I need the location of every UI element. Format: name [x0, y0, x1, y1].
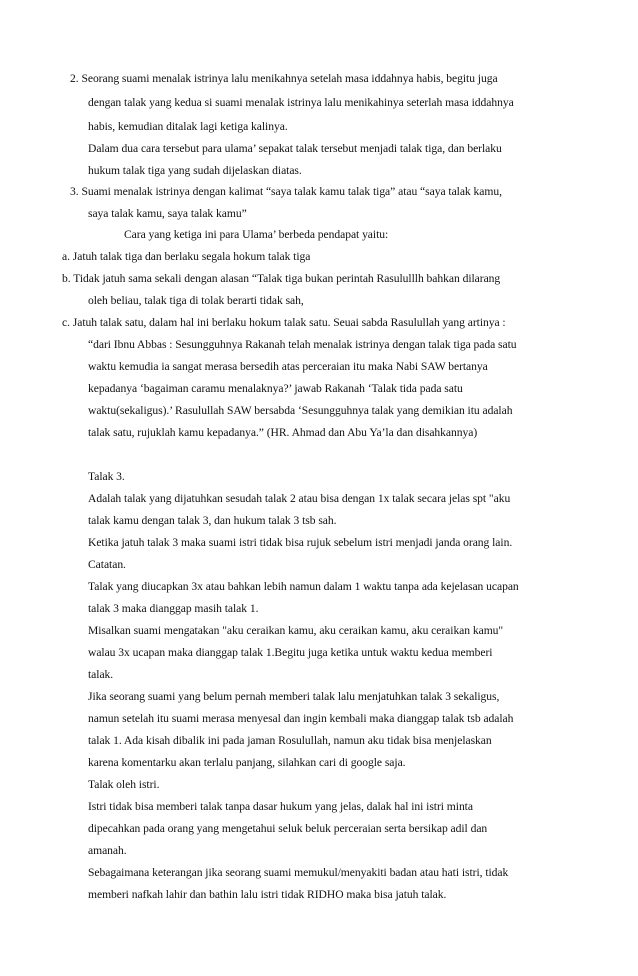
text-line: Cara yang ketiga ini para Ulama’ berbeda pendapat yaitu:: [124, 228, 389, 241]
text-line: namun setelah itu suami merasa menyesal dan ingin kembali maka dianggap talak tsb adalah: [88, 712, 514, 725]
text-line: saya talak kamu, saya talak kamu”: [88, 207, 247, 220]
text-line: dipecahkan pada orang yang mengetahui seluk beluk perceraian serta bersikap adil dan: [88, 822, 488, 835]
text-line: 3. Suami menalak istrinya dengan kalimat “saya talak kamu talak tiga” atau “saya talak kamu,: [70, 185, 502, 198]
text-line: c. Jatuh talak satu, dalam hal ini berlaku hokum talak satu. Seuai sabda Rasulullah yang artinya :: [62, 316, 506, 329]
text-line: Ketika jatuh talak 3 maka suami istri tidak bisa rujuk sebelum istri menjadi janda orang lain.: [88, 536, 513, 549]
text-line: karena komentarku akan terlalu panjang, silahkan cari di google saja.: [88, 756, 406, 769]
text-line: talak 1. Ada kisah dibalik ini pada jaman Rosulullah, namun aku tidak bisa menjelaskan: [88, 734, 492, 747]
text-line: a. Jatuh talak tiga dan berlaku segala hokum talak tiga: [62, 250, 311, 263]
text-line: dengan talak yang kedua si suami menalak istrinya lalu menikahinya seterlah masa iddahnya: [88, 96, 514, 109]
text-line: Istri tidak bisa memberi talak tanpa dasar hukum yang jelas, dalak hal ini istri minta: [88, 800, 473, 813]
text-line: Adalah talak yang dijatuhkan sesudah talak 2 atau bisa dengan 1x talak secara jelas spt "aku: [88, 492, 511, 505]
text-line: oleh beliau, talak tiga di tolak berarti tidak sah,: [88, 294, 304, 307]
text-line: talak satu, rujuklah kamu kepadanya.” (HR. Ahmad dan Abu Ya’la dan disahkannya): [88, 426, 478, 439]
text-line: Jika seorang suami yang belum pernah memberi talak lalu menjatuhkan talak 3 sekaligus,: [88, 690, 500, 703]
section-heading: Talak 3.: [88, 470, 125, 483]
text-line: amanah.: [88, 844, 127, 857]
text-line: talak.: [88, 668, 114, 681]
text-line: b. Tidak jatuh sama sekali dengan alasan “Talak tiga bukan perintah Rasululllh bahkan dilarang: [62, 272, 501, 285]
text-line: Sebagaimana keterangan jika seorang suami memukul/menyakiti badan atau hati istri, tidak: [88, 866, 509, 879]
section-heading: Catatan.: [88, 558, 126, 571]
text-line: waktu(sekaligus).’ Rasulullah SAW bersabda ‘Sesungguhnya talak yang demikian itu adalah: [88, 404, 513, 417]
text-line: Dalam dua cara tersebut para ulama’ sepakat talak tersebut menjadi talak tiga, dan berlaku: [88, 142, 502, 155]
text-line: Talak yang diucapkan 3x atau bahkan lebih namun dalam 1 waktu tanpa ada kejelasan ucapan: [88, 580, 519, 593]
text-line: Misalkan suami mengatakan "aku ceraikan kamu, aku ceraikan kamu, aku ceraikan kamu": [88, 624, 504, 637]
text-line: talak 3 maka dianggap masih talak 1.: [88, 602, 259, 615]
text-line: kepadanya ‘bagaiman caramu menalaknya?’ jawab Rakanah ‘Talak tida pada satu: [88, 382, 463, 395]
text-line: memberi nafkah lahir dan bathin lalu istri tidak RIDHO maka bisa jatuh talak.: [88, 888, 447, 901]
text-line: walau 3x ucapan maka dianggap talak 1.Begitu juga ketika untuk waktu kedua memberi: [88, 646, 493, 659]
text-line: habis, kemudian ditalak lagi ketiga kalinya.: [88, 120, 288, 133]
text-line: 2. Seorang suami menalak istrinya lalu menikahnya setelah masa iddahnya habis, begitu juga: [70, 72, 498, 85]
text-line: talak kamu dengan talak 3, dan hukum talak 3 tsb sah.: [88, 514, 337, 527]
section-heading: Talak oleh istri.: [88, 778, 160, 791]
text-line: waktu kemudia ia sangat merasa bersedih atas perceraian itu maka Nabi SAW bertanya: [88, 360, 488, 373]
text-line: hukum talak tiga yang sudah dijelaskan diatas.: [88, 164, 302, 177]
text-line: “dari Ibnu Abbas : Sesungguhnya Rakanah telah menalak istrinya dengan talak tiga pada satu: [88, 338, 517, 351]
